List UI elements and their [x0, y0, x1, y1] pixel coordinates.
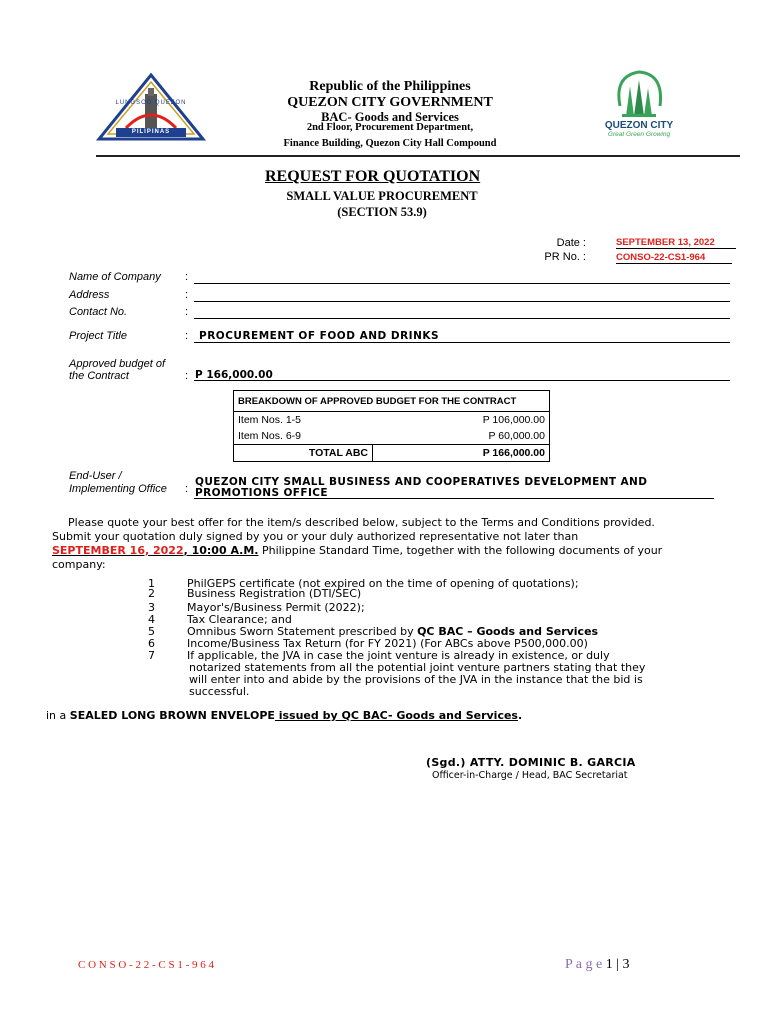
- instruction-line-3-rest: Philippine Standard Time, together with the following documents of your: [258, 544, 663, 557]
- enduser-label-1: End-User /: [69, 470, 122, 482]
- instruction-line-2: Submit your quotation duly signed by you or your duly authorized representative not later than: [52, 530, 579, 543]
- project-value: PROCUREMENT OF FOOD AND DRINKS: [199, 330, 440, 342]
- list-number: 2: [148, 587, 155, 600]
- project-label: Project Title: [69, 330, 127, 342]
- title-sub-1: SMALL VALUE PROCUREMENT: [286, 189, 478, 203]
- header-line-2: QUEZON CITY GOVERNMENT: [287, 95, 493, 110]
- quezon-city-brand-logo: [594, 66, 684, 142]
- document-title: REQUEST FOR QUOTATION: [265, 168, 481, 185]
- company-field[interactable]: [194, 283, 730, 284]
- list-number: 6: [148, 637, 155, 650]
- list-item-text: Omnibus Sworn Statement prescribed by: [187, 625, 418, 638]
- page-indicator: [565, 957, 630, 973]
- enduser-value-1: QUEZON CITY SMALL BUSINESS AND COOPERATIVES DEVELOPMENT AND: [195, 476, 648, 488]
- page-number: 1 | 3: [605, 957, 630, 972]
- list-item: Tax Clearance; and: [187, 613, 292, 626]
- brand-name: QUEZON CITY: [604, 120, 674, 131]
- envelope-instruction: [46, 709, 522, 724]
- signatory-name: (Sgd.) ATTY. DOMINIC B. GARCIA: [426, 756, 636, 769]
- city-seal-logo: [96, 72, 206, 142]
- seal-text-bottom: PILIPINAS: [131, 129, 171, 135]
- table-header: BREAKDOWN OF APPROVED BUDGET FOR THE CONTRACT: [234, 391, 550, 412]
- envelope-end: .: [517, 709, 523, 722]
- deadline-date: SEPTEMBER 16, 2022: [52, 544, 184, 557]
- title-sub-2: (SECTION 53.9): [337, 205, 427, 219]
- total-value: P 166,000.00: [373, 445, 550, 462]
- list-number: 5: [148, 625, 155, 638]
- project-line: [194, 342, 730, 343]
- budget-label-1: Approved budget of: [69, 358, 166, 370]
- brand-tagline: Great Green Growing: [607, 131, 671, 138]
- contact-field[interactable]: [194, 318, 730, 319]
- list-item: Income/Business Tax Return (for FY 2021) (For ABCs above P500,000.00): [187, 637, 588, 650]
- envelope-underlined: issued by QC BAC- Goods and Services: [274, 709, 518, 722]
- header-line-3: BAC- Goods and Services: [321, 110, 459, 124]
- total-label: TOTAL ABC: [234, 445, 373, 462]
- list-item: Mayor's/Business Permit (2022);: [187, 601, 365, 614]
- row-item: Item Nos. 6-9: [234, 428, 373, 445]
- list-number: 7: [148, 649, 155, 662]
- row-item: Item Nos. 1-5: [234, 412, 373, 429]
- company-colon: :: [185, 271, 189, 283]
- header-line-5: Finance Building, Quezon City Hall Compound: [283, 138, 497, 149]
- table-row: [234, 428, 550, 445]
- address-label: Address: [69, 289, 110, 301]
- instruction-line-1: Please quote your best offer for the item/s described below, subject to the Terms and Conditions provided.: [68, 516, 655, 529]
- date-label: Date :: [556, 237, 586, 249]
- date-value: SEPTEMBER 13, 2022: [616, 237, 736, 249]
- budget-breakdown-table: [233, 390, 550, 462]
- page-word: P a g e: [565, 957, 603, 972]
- enduser-label-2: Implementing Office: [69, 483, 167, 495]
- instruction-line-4: company:: [52, 558, 106, 571]
- list-item-continued: notarized statements from all the potential joint venture partners stating that they: [189, 661, 646, 674]
- budget-label-2: the Contract: [69, 370, 129, 382]
- list-item-continued: will enter into and abide by the provisions of the JVA in the instance that the bid is: [189, 673, 643, 686]
- footer-code: C O N S O - 2 2 - C S 1 - 9 6 4: [78, 959, 214, 971]
- enduser-line: [194, 498, 714, 499]
- list-item: PhilGEPS certificate (not expired on the time of opening of quotations);: [187, 577, 579, 590]
- list-number: 4: [148, 613, 155, 626]
- seal-text-top: LUNGSOD QUEZON: [115, 100, 187, 106]
- pr-label: PR No. :: [544, 251, 586, 263]
- address-colon: :: [185, 289, 189, 301]
- contact-colon: :: [185, 306, 189, 318]
- list-item-continued: successful.: [189, 685, 250, 698]
- signatory-position: Officer-in-Charge / Head, BAC Secretariat: [432, 770, 628, 781]
- enduser-colon: :: [185, 483, 189, 495]
- instruction-line-3: [52, 544, 662, 559]
- list-item: Business Registration (DTI/SEC): [187, 587, 362, 600]
- enduser-value-2: PROMOTIONS OFFICE: [195, 487, 328, 499]
- deadline-time: , 10:00 A.M.: [183, 544, 259, 557]
- header-line-1: Republic of the Philippines: [309, 79, 471, 94]
- project-colon: :: [185, 330, 189, 342]
- budget-value: P 166,000.00: [195, 369, 273, 381]
- company-label: Name of Company: [69, 271, 161, 283]
- row-amount: P 60,000.00: [373, 428, 550, 445]
- address-field[interactable]: [194, 301, 730, 302]
- envelope-prefix: in a: [46, 709, 70, 722]
- header-divider: [96, 155, 740, 157]
- table-total-row: [234, 445, 550, 462]
- table-header-row: [234, 391, 550, 412]
- row-amount: P 106,000.00: [373, 412, 550, 429]
- envelope-bold: SEALED LONG BROWN ENVELOPE: [69, 709, 275, 722]
- list-number: 1: [148, 577, 155, 590]
- list-item-bold: QC BAC – Goods and Services: [417, 625, 599, 638]
- header-line-4: 2nd Floor, Procurement Department,: [306, 122, 474, 133]
- list-item: If applicable, the JVA in case the joint venture is already in existence, or duly: [187, 649, 610, 662]
- table-row: [234, 412, 550, 429]
- pr-value: CONSO-22-CS1-964: [616, 252, 732, 264]
- budget-colon: :: [185, 370, 189, 382]
- contact-label: Contact No.: [69, 306, 128, 318]
- budget-line: [194, 380, 730, 381]
- list-number: 3: [148, 601, 155, 614]
